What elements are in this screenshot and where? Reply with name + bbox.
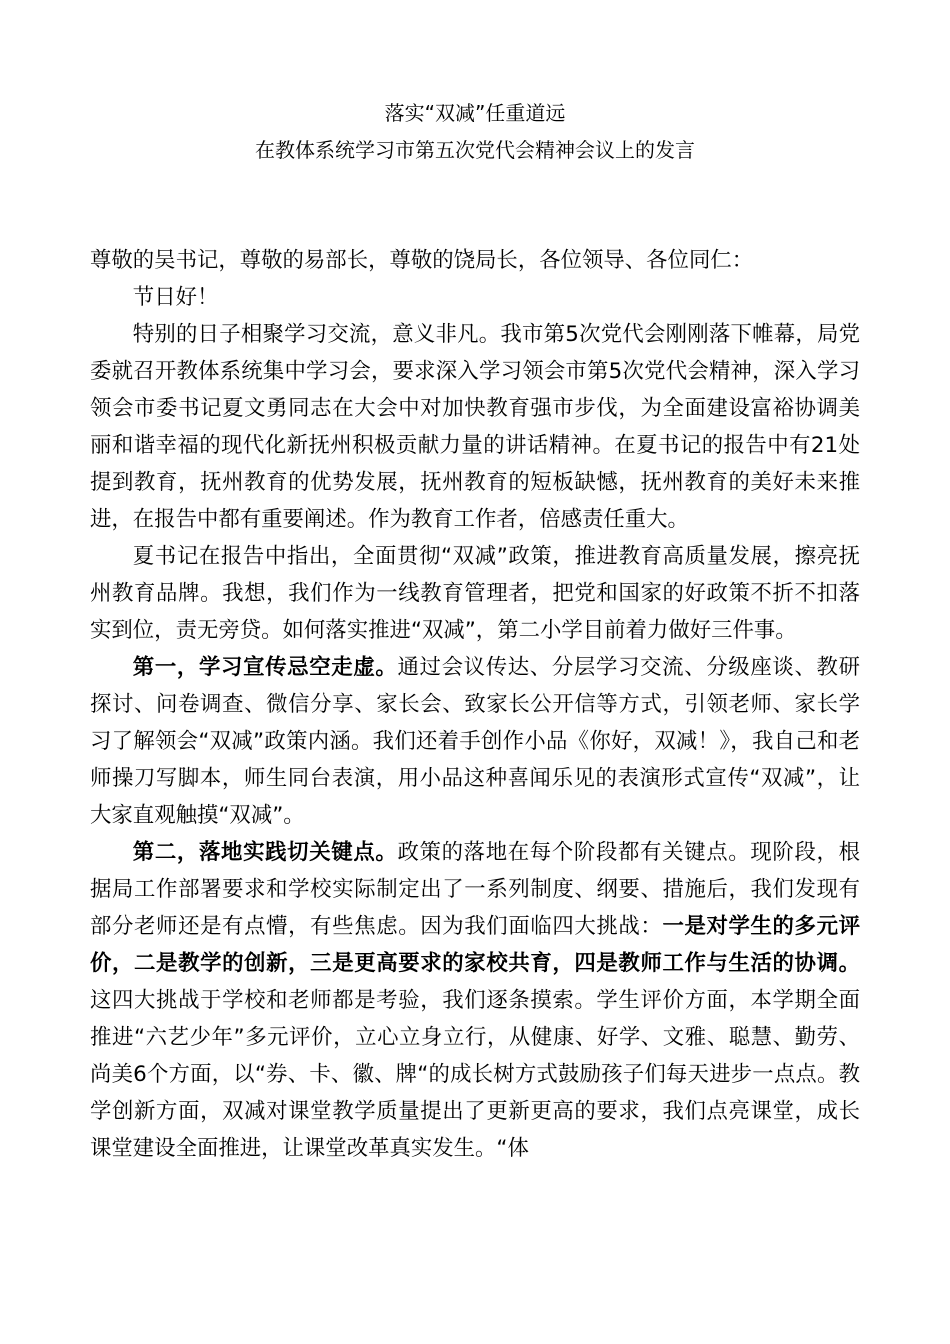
document-body — [90, 242, 860, 1167]
paragraph-4 — [90, 834, 860, 1167]
salutation: 尊敬的吴书记，尊敬的易部长，尊敬的饶局长，各位领导、各位同仁： — [90, 248, 754, 273]
paragraph-3-heading: 第一，学习宣传忌空走虚。 — [132, 655, 398, 680]
document-subtitle: 在教体系统学习市第五次党代会精神会议上的发言 — [255, 138, 695, 162]
paragraph-1: 特别的日子相聚学习交流，意义非凡。我市第5次党代会刚刚落下帷幕，局党委就召开教体系统集中学习会，要求深入学习领会市第5次党代会精神，深入学习领会市委书记夏文勇同志在大会中对加快教育强市步伐，为全面建设富裕协调美丽和谐幸福的现代化新抚州积极贡献力量的讲话精神。在夏书记的报告中有21处提到教育，抚州教育的优势发展，抚州教育的短板缺憾，抚州教育的美好未来推进，在报告中都有重要阐述。作为教育工作者，倍感责任重大。 — [90, 322, 860, 532]
paragraph-3-text: 通过会议传达、分层学习交流、分级座谈、教研探讨、问卷调查、微信分享、家长会、致家长公开信等方式，引领老师、家长学习了解领会“双减”政策内涵。我们还着手创作小品《你好，双减！》，我自己和老师操刀写脚本，师生同台表演，用小品这种喜闻乐见的表演形式宣传“双减”，让大家直观触摸“双减”。 — [90, 655, 860, 828]
document-title: 落实“双减”任重道远 — [384, 101, 566, 125]
paragraph-4-challenges: 一是对学生的多元评价，二是教学的创新，三是更高要求的家校共育，四是教师工作与生活的协调。 — [90, 914, 860, 976]
paragraph-2: 夏书记在报告中指出，全面贯彻“双减”政策，推进教育高质量发展，擦亮抚州教育品牌。我想，我们作为一线教育管理者，把党和国家的好政策不折不扣落实到位，责无旁贷。如何落实推进“双减”，第二小学目前着力做好三件事。 — [90, 544, 860, 643]
paragraph-4-text-2: 这四大挑战于学校和老师都是考验，我们逐条摸索。学生评价方面，本学期全面推进“六艺少年”多元评价，立心立身立行，从健康、好学、文雅、聪慧、勤劳、尚美6个方面，以“券、卡、徽、牌“的成长树方式鼓励孩子们每天进步一点点。教学创新方面，双减对课堂教学质量提出了更新更高的要求，我们点亮课堂，成长课堂建设全面推进，让课堂改革真实发生。“体 — [90, 988, 860, 1161]
paragraph-4-text-1: 政策的落地在每个阶段都有关键点。现阶段，根据局工作部署要求和学校实际制定出了一系列制度、纲要、措施后，我们发现有部分老师还是有点懵，有些焦虑。因为我们面临四大挑战： — [90, 840, 860, 939]
paragraph-4-heading: 第二，落地实践切关键点。 — [132, 840, 398, 865]
greeting: 节日好！ — [132, 285, 219, 310]
paragraph-3 — [90, 649, 860, 834]
